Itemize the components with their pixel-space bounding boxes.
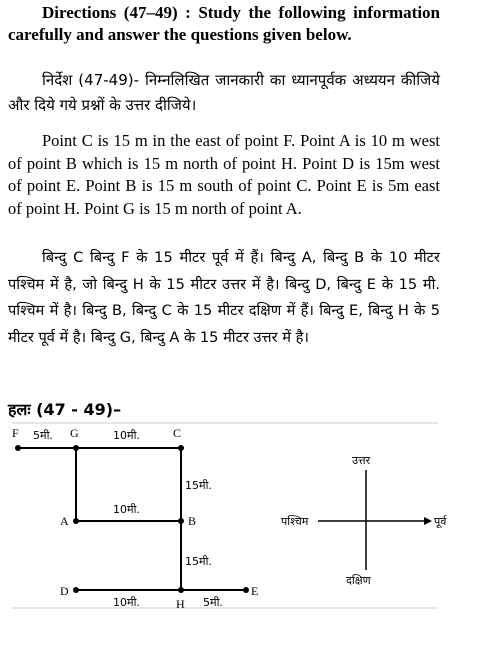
label-h: H <box>176 597 185 611</box>
label-g: G <box>70 426 79 440</box>
directions-hindi: निर्देश (47-49)- निम्नलिखित जानकारी का ध्यानपूर्वक अध्ययन कीजिये और दिये गये प्रश्नों के उत्तर दीजिये। <box>8 71 440 114</box>
compass-east-label: पूर्व <box>434 515 447 528</box>
solution-label: हलः (47 - 49)– <box>8 400 122 419</box>
point-g-dot <box>73 445 79 451</box>
point-h-dot <box>178 587 184 593</box>
distance-b-h: 15मी. <box>185 555 212 568</box>
label-e: E <box>251 584 259 598</box>
compass-east-arrow-icon <box>424 517 432 525</box>
point-b-dot <box>178 518 184 524</box>
point-d-dot <box>73 587 79 593</box>
label-d: D <box>60 584 69 598</box>
distance-d-h: 10मी. <box>113 596 140 609</box>
distance-a-b: 10मी. <box>113 503 140 516</box>
compass <box>281 454 447 587</box>
information-hindi: बिन्दु C बिन्दु F के 15 मीटर पूर्व में हैं। बिन्दु A, बिन्दु B के 10 मीटर पश्चिम में है, जो बिन्दु H के 15 मीटर उत्तर में है। बिन्दु D, बिन्दु E के 15 मी. पश्चिम में है। बिन्दु B, बिन्दु C के 15 मीटर दक्षिण में हैं। बिन्दु E, बिन्दु H के 5 मीटर पूर्व में है। बिन्दु G, बिन्दु A के 15 मीटर उत्तर में है। <box>8 249 440 346</box>
point-c-dot <box>178 445 184 451</box>
information-english: Point C is 15 m in the east of point F. Point A is 10 m west of point B which is 15 m north of point H. Point D is 15m west of point E. Point B is 15 m south of point C. Point E is 5m east of point H. Point G is 15 m north of point A. <box>8 131 440 218</box>
compass-west-label: पश्चिम <box>281 515 309 528</box>
direction-diagram <box>0 420 501 663</box>
label-c: C <box>173 426 182 440</box>
point-e-dot <box>243 587 249 593</box>
label-b: B <box>188 514 197 528</box>
directions-english: Directions (47–49) : Study the following information carefully and answer the questions given below. <box>8 3 440 44</box>
distance-c-b: 15मी. <box>185 479 212 492</box>
compass-north-label: उत्तर <box>352 454 371 467</box>
compass-south-label: दक्षिण <box>346 574 371 587</box>
distance-h-e: 5मी. <box>203 596 223 609</box>
point-a-dot <box>73 518 79 524</box>
distance-f-g: 5मी. <box>33 429 53 442</box>
point-f-dot <box>15 445 21 451</box>
distance-g-c: 10मी. <box>113 429 140 442</box>
label-f: F <box>12 426 19 440</box>
label-a: A <box>60 514 69 528</box>
